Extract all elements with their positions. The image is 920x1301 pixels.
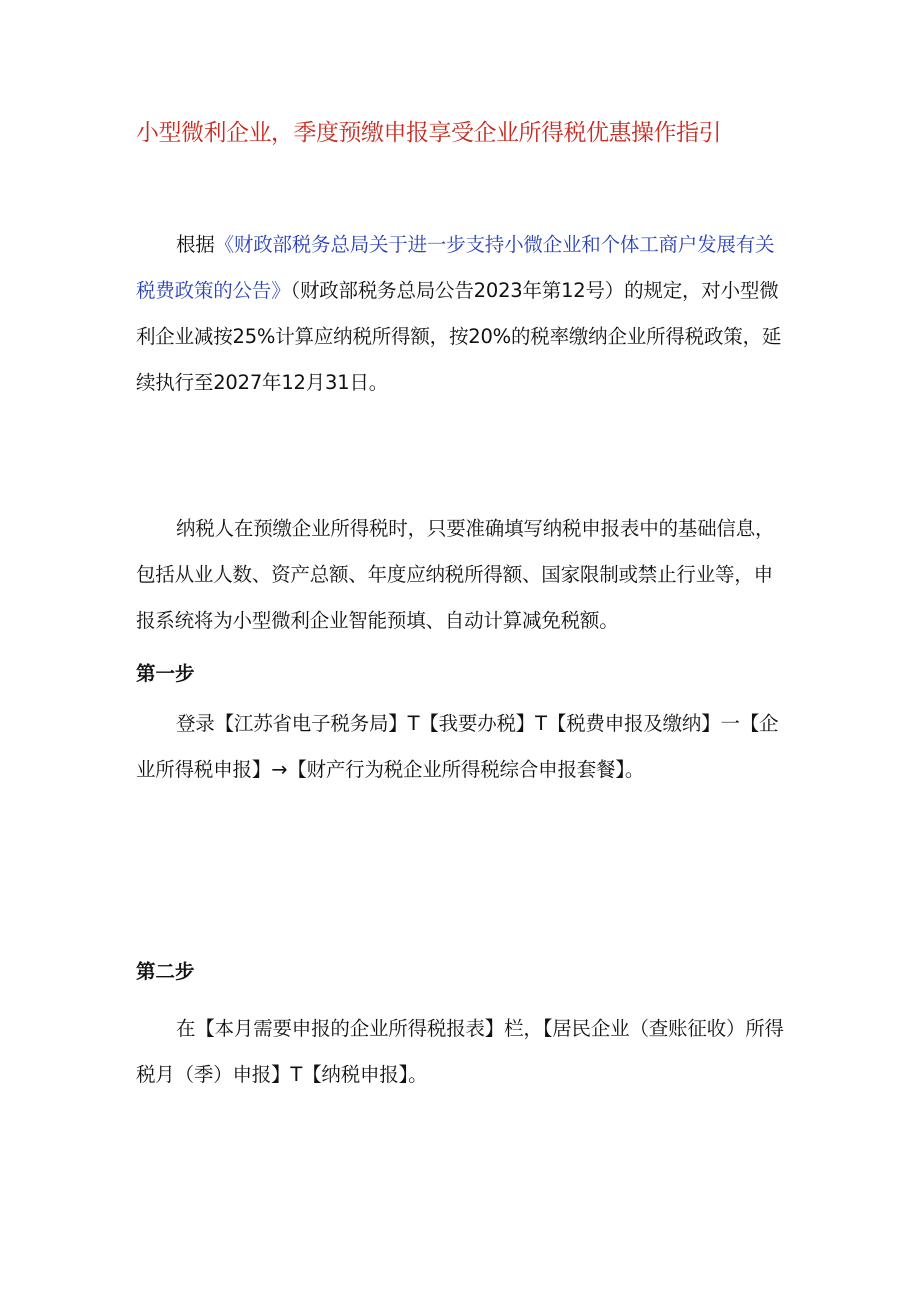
step-one-text: 登录【江苏省电子税务局】T【我要办税】T【税费申报及缴纳】一【企业所得税申报】→【财产行为税企业所得税综合申报套餐】。 bbox=[136, 712, 779, 781]
paragraph-lead: 根据 bbox=[176, 233, 215, 256]
policy-paragraph bbox=[136, 222, 786, 406]
step-one-heading: 第一步 bbox=[136, 662, 195, 685]
step-two-paragraph bbox=[136, 1006, 786, 1098]
document-title: 小型微利企业，季度预缴申报享受企业所得税优惠操作指引 bbox=[136, 120, 721, 146]
paragraph-rest: （财政部税务总局公告2023年第12号）的规定，对小型微利企业减按25%计算应纳税所得额，按20%的税率缴纳企业所得税政策，延续执行至2027年12月31日。 bbox=[136, 279, 782, 394]
declaration-paragraph bbox=[136, 506, 786, 644]
step-one-paragraph bbox=[136, 701, 786, 793]
step-two-text: 在【本月需要申报的企业所得税报表】栏，【居民企业（查账征收）所得税月（季）申报】T【纳税申报】。 bbox=[136, 1017, 784, 1086]
declaration-text: 纳税人在预缴企业所得税时，只要准确填写纳税申报表中的基础信息，包括从业人数、资产总额、年度应纳税所得额、国家限制或禁止行业等，申报系统将为小型微利企业智能预填、自动计算减免税额。 bbox=[136, 517, 775, 632]
step-two-heading: 第二步 bbox=[136, 960, 195, 983]
policy-announcement-link[interactable]: 《财政部税务总局关于进一步支持小微企业和个体工商户发展有关税费政策的公告》 bbox=[136, 233, 775, 302]
